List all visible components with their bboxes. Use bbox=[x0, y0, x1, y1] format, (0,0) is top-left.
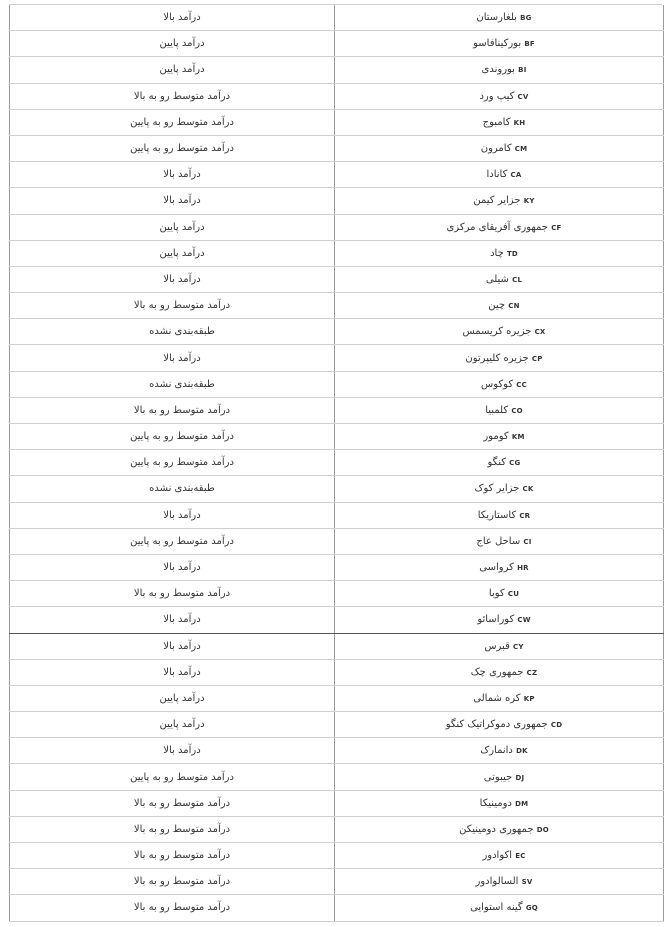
country-label bbox=[480, 745, 529, 756]
table-row bbox=[10, 266, 664, 292]
country-label bbox=[471, 667, 540, 678]
country-label bbox=[475, 483, 536, 494]
country-code: CR bbox=[519, 511, 531, 520]
income-cell bbox=[10, 633, 335, 659]
income-level-text: درآمد پایین bbox=[159, 692, 205, 704]
table-row bbox=[10, 843, 664, 869]
country-code: BI bbox=[518, 66, 527, 75]
country-cell bbox=[335, 83, 664, 109]
income-level-text: درآمد بالا bbox=[163, 273, 201, 285]
country-name: کوراسائو bbox=[477, 614, 515, 626]
table-row bbox=[10, 188, 664, 214]
income-level-text: درآمد متوسط رو به بالا bbox=[133, 300, 231, 312]
table-row bbox=[10, 214, 664, 240]
country-label bbox=[478, 510, 533, 521]
table-row bbox=[10, 581, 664, 607]
country-label bbox=[446, 719, 565, 730]
country-code: TD bbox=[506, 249, 518, 258]
income-level-text: درآمد متوسط رو به بالا bbox=[133, 823, 231, 835]
income-level-text: درآمد پایین bbox=[159, 719, 205, 731]
income-cell bbox=[10, 188, 335, 214]
country-cell bbox=[335, 450, 664, 476]
income-cell bbox=[10, 790, 335, 816]
country-code: KY bbox=[523, 197, 535, 206]
table-row bbox=[10, 240, 664, 266]
table-row bbox=[10, 607, 664, 633]
country-label bbox=[480, 798, 531, 809]
income-cell bbox=[10, 5, 335, 31]
country-name: بوروندی bbox=[481, 64, 515, 76]
country-cell bbox=[335, 816, 664, 842]
table-row bbox=[10, 633, 664, 659]
country-code: KM bbox=[511, 433, 525, 442]
income-level-text: درآمد متوسط رو به بالا bbox=[133, 90, 231, 102]
income-cell bbox=[10, 685, 335, 711]
country-cell bbox=[335, 843, 664, 869]
country-cell bbox=[335, 424, 664, 450]
table-row bbox=[10, 790, 664, 816]
income-cell bbox=[10, 450, 335, 476]
income-level-text: درآمد متوسط رو به پایین bbox=[130, 143, 234, 155]
income-level-text: درآمد متوسط رو به پایین bbox=[130, 116, 234, 128]
country-label bbox=[486, 169, 523, 180]
income-level-text: درآمد متوسط رو به بالا bbox=[133, 850, 231, 862]
table-row bbox=[10, 528, 664, 554]
country-label bbox=[459, 824, 551, 835]
country-cell bbox=[335, 240, 664, 266]
country-name: چین bbox=[488, 300, 506, 312]
income-cell bbox=[10, 659, 335, 685]
country-code: CI bbox=[523, 537, 532, 546]
country-cell bbox=[335, 188, 664, 214]
country-label bbox=[483, 117, 528, 128]
table-row bbox=[10, 554, 664, 580]
income-cell bbox=[10, 554, 335, 580]
country-cell bbox=[335, 607, 664, 633]
income-level-text: درآمد پایین bbox=[159, 64, 205, 76]
income-level-text: درآمد متوسط رو به بالا bbox=[133, 797, 231, 809]
income-cell bbox=[10, 266, 335, 292]
income-cell bbox=[10, 162, 335, 188]
country-code: CK bbox=[522, 485, 534, 494]
income-cell bbox=[10, 528, 335, 554]
country-cell bbox=[335, 57, 664, 83]
table-row bbox=[10, 659, 664, 685]
country-name: اکوادور bbox=[482, 850, 513, 862]
income-cell bbox=[10, 109, 335, 135]
country-name: کلمبیا bbox=[485, 404, 509, 416]
country-cell bbox=[335, 869, 664, 895]
country-cell bbox=[335, 293, 664, 319]
country-name: جزایر کوک bbox=[474, 483, 520, 495]
income-level-text: درآمد متوسط رو به پایین bbox=[130, 535, 234, 547]
table-row bbox=[10, 57, 664, 83]
country-label bbox=[486, 274, 524, 285]
income-level-text: درآمد متوسط رو به پایین bbox=[130, 431, 234, 443]
income-cell bbox=[10, 83, 335, 109]
country-label bbox=[488, 300, 521, 311]
country-cell bbox=[335, 790, 664, 816]
country-name: جمهوری دموکراتیک کنگو bbox=[445, 719, 548, 731]
country-code: SV bbox=[521, 878, 533, 887]
country-name: کومور bbox=[483, 431, 509, 443]
income-cell bbox=[10, 764, 335, 790]
income-level-text: درآمد بالا bbox=[163, 666, 201, 678]
country-code: CX bbox=[534, 328, 546, 337]
income-level-text: طبقه‌بندی نشده bbox=[149, 483, 215, 495]
income-level-text: درآمد بالا bbox=[163, 12, 201, 24]
country-name: جمهوری آفریقای مرکزی bbox=[446, 221, 548, 233]
country-name: قبرس bbox=[484, 640, 510, 652]
country-code: DK bbox=[516, 747, 528, 756]
income-cell bbox=[10, 293, 335, 319]
country-name: کرواسی bbox=[479, 562, 514, 574]
income-level-text: درآمد متوسط رو به پایین bbox=[130, 771, 234, 783]
country-name: ساحل عاج bbox=[476, 535, 521, 547]
country-code: BG bbox=[520, 14, 532, 23]
country-code: CY bbox=[513, 642, 524, 651]
income-cell bbox=[10, 319, 335, 345]
country-name: کامرون bbox=[480, 143, 512, 155]
country-name: جزایر کیمن bbox=[473, 195, 521, 207]
country-code: DO bbox=[536, 825, 549, 834]
income-level-text: طبقه‌بندی نشده bbox=[149, 378, 215, 390]
income-level-text: درآمد متوسط رو به پایین bbox=[130, 457, 234, 469]
table-row bbox=[10, 450, 664, 476]
income-level-text: درآمد بالا bbox=[163, 195, 201, 207]
country-code: CU bbox=[507, 590, 520, 599]
income-level-text: طبقه‌بندی نشده bbox=[149, 326, 215, 338]
country-name: جیبوتی bbox=[483, 771, 513, 783]
country-cell bbox=[335, 371, 664, 397]
country-label bbox=[476, 876, 535, 887]
country-cell bbox=[335, 135, 664, 161]
country-label bbox=[446, 222, 563, 233]
country-code: CD bbox=[550, 721, 563, 730]
country-label bbox=[488, 457, 523, 468]
country-name: بلغارستان bbox=[476, 12, 517, 24]
table-body bbox=[10, 5, 664, 921]
income-classification-table bbox=[9, 5, 664, 922]
country-cell bbox=[335, 712, 664, 738]
table-row bbox=[10, 502, 664, 528]
income-level-text: درآمد متوسط رو به بالا bbox=[133, 902, 231, 914]
income-cell bbox=[10, 895, 335, 921]
country-name: کنگو bbox=[487, 457, 506, 469]
country-cell bbox=[335, 319, 664, 345]
country-code: GQ bbox=[525, 904, 538, 913]
income-cell bbox=[10, 371, 335, 397]
country-cell bbox=[335, 31, 664, 57]
country-label bbox=[476, 536, 533, 547]
country-cell bbox=[335, 476, 664, 502]
country-cell bbox=[335, 5, 664, 31]
income-cell bbox=[10, 476, 335, 502]
country-name: دانمارک bbox=[480, 745, 513, 757]
income-level-text: درآمد بالا bbox=[163, 169, 201, 181]
table-row bbox=[10, 685, 664, 711]
income-level-text: درآمد متوسط رو به بالا bbox=[133, 588, 231, 600]
country-cell bbox=[335, 738, 664, 764]
income-level-text: درآمد بالا bbox=[163, 562, 201, 574]
income-cell bbox=[10, 424, 335, 450]
income-level-text: درآمد پایین bbox=[159, 247, 205, 259]
country-code: BF bbox=[524, 40, 535, 49]
table-row bbox=[10, 712, 664, 738]
country-code: EC bbox=[515, 852, 526, 861]
country-label bbox=[490, 248, 520, 259]
table-row bbox=[10, 83, 664, 109]
income-cell bbox=[10, 581, 335, 607]
country-name: بورکینافاسو bbox=[473, 38, 522, 50]
table-row bbox=[10, 293, 664, 319]
country-code: CP bbox=[531, 354, 543, 363]
country-name: جمهوری دومینیکن bbox=[459, 823, 534, 835]
country-code: HR bbox=[517, 564, 529, 573]
country-cell bbox=[335, 554, 664, 580]
country-cell bbox=[335, 659, 664, 685]
country-label bbox=[484, 772, 527, 783]
table-row bbox=[10, 764, 664, 790]
country-label bbox=[481, 379, 529, 390]
country-label bbox=[476, 12, 533, 23]
country-label bbox=[473, 38, 537, 49]
income-level-text: درآمد بالا bbox=[163, 509, 201, 521]
country-code: CZ bbox=[526, 668, 538, 677]
income-level-text: درآمد بالا bbox=[163, 614, 201, 626]
income-cell bbox=[10, 240, 335, 266]
table-row bbox=[10, 371, 664, 397]
income-level-text: درآمد متوسط رو به بالا bbox=[133, 404, 231, 416]
income-level-text: درآمد بالا bbox=[163, 640, 201, 652]
country-label bbox=[479, 91, 530, 102]
table-row bbox=[10, 895, 664, 921]
country-name: کوکوس bbox=[481, 378, 514, 390]
country-name: کره شمالی bbox=[473, 692, 521, 704]
income-cell bbox=[10, 214, 335, 240]
country-label bbox=[483, 431, 526, 442]
income-cell bbox=[10, 712, 335, 738]
country-name: کامبوج bbox=[482, 116, 511, 128]
income-level-text: درآمد پایین bbox=[159, 221, 205, 233]
income-cell bbox=[10, 397, 335, 423]
country-cell bbox=[335, 685, 664, 711]
country-code: CN bbox=[508, 302, 520, 311]
country-label bbox=[470, 902, 540, 913]
country-name: کیپ ورد bbox=[479, 90, 515, 102]
country-label bbox=[482, 850, 527, 861]
country-cell bbox=[335, 581, 664, 607]
country-label bbox=[484, 641, 525, 652]
country-cell bbox=[335, 345, 664, 371]
country-label bbox=[473, 195, 536, 206]
income-cell bbox=[10, 345, 335, 371]
country-name: السالوادور bbox=[475, 876, 519, 888]
country-name: چاد bbox=[490, 247, 504, 259]
income-cell bbox=[10, 843, 335, 869]
country-code: CL bbox=[512, 275, 523, 284]
income-cell bbox=[10, 135, 335, 161]
country-label bbox=[479, 562, 530, 573]
income-cell bbox=[10, 31, 335, 57]
country-name: گینه استوایی bbox=[470, 902, 523, 914]
income-level-text: درآمد بالا bbox=[163, 745, 201, 757]
country-cell bbox=[335, 764, 664, 790]
country-name: دومینیکا bbox=[479, 797, 512, 809]
country-cell bbox=[335, 109, 664, 135]
country-cell bbox=[335, 633, 664, 659]
country-label bbox=[462, 326, 547, 337]
table-row bbox=[10, 162, 664, 188]
country-name: جزیره کریسمس bbox=[462, 326, 532, 338]
country-code: KP bbox=[523, 694, 535, 703]
table-row bbox=[10, 135, 664, 161]
table-row bbox=[10, 424, 664, 450]
income-cell bbox=[10, 738, 335, 764]
income-cell bbox=[10, 816, 335, 842]
country-code: CA bbox=[510, 171, 522, 180]
income-cell bbox=[10, 607, 335, 633]
country-code: DM bbox=[515, 799, 529, 808]
country-cell bbox=[335, 266, 664, 292]
country-label bbox=[473, 693, 536, 704]
country-name: کوبا bbox=[488, 588, 505, 600]
country-cell bbox=[335, 502, 664, 528]
country-label bbox=[485, 405, 525, 416]
table-row bbox=[10, 738, 664, 764]
country-cell bbox=[335, 214, 664, 240]
table-row bbox=[10, 31, 664, 57]
country-name: شیلی bbox=[485, 273, 509, 285]
country-name: جمهوری چک bbox=[470, 666, 524, 678]
country-code: KH bbox=[513, 118, 526, 127]
country-label bbox=[477, 614, 532, 625]
table-row bbox=[10, 345, 664, 371]
country-code: CC bbox=[516, 380, 527, 389]
income-cell bbox=[10, 57, 335, 83]
table-row bbox=[10, 816, 664, 842]
country-code: CO bbox=[511, 406, 523, 415]
income-level-text: درآمد پایین bbox=[159, 38, 205, 50]
country-cell bbox=[335, 397, 664, 423]
country-label bbox=[489, 588, 521, 599]
table-row bbox=[10, 476, 664, 502]
country-cell bbox=[335, 895, 664, 921]
income-level-text: درآمد متوسط رو به بالا bbox=[133, 876, 231, 888]
table-row bbox=[10, 319, 664, 345]
income-cell bbox=[10, 869, 335, 895]
table-row bbox=[10, 109, 664, 135]
country-code: CG bbox=[509, 459, 521, 468]
country-label bbox=[481, 143, 530, 154]
country-cell bbox=[335, 528, 664, 554]
country-name: جزیره کلیپرتون bbox=[465, 352, 529, 364]
country-label bbox=[482, 64, 529, 75]
table-row bbox=[10, 397, 664, 423]
country-code: DJ bbox=[515, 773, 525, 782]
table-row bbox=[10, 869, 664, 895]
income-cell bbox=[10, 502, 335, 528]
country-name: کانادا bbox=[486, 169, 508, 181]
country-code: CW bbox=[517, 616, 531, 625]
country-cell bbox=[335, 162, 664, 188]
country-code: CV bbox=[517, 92, 529, 101]
country-code: CM bbox=[514, 145, 528, 154]
country-name: کاستاریکا bbox=[477, 509, 517, 521]
income-level-text: درآمد بالا bbox=[163, 352, 201, 364]
country-code: CF bbox=[551, 223, 562, 232]
country-label bbox=[465, 353, 544, 364]
table-row bbox=[10, 5, 664, 31]
